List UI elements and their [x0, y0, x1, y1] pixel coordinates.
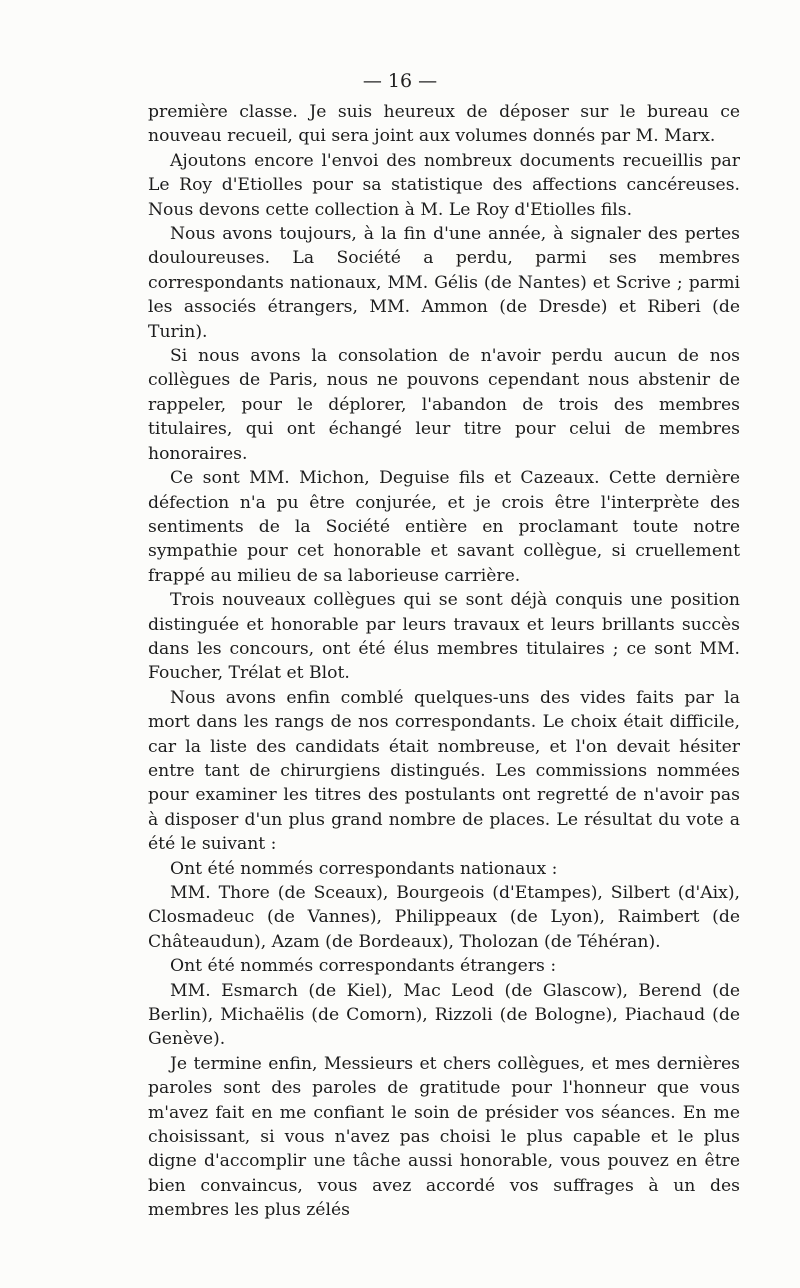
paragraph-12: Je termine enfin, Messieurs et chers collègues, et mes dernières paroles sont des paroles de gratitude pour l'honneur que vous m'avez fait en me confiant le soin de présider vos séances. En me choisissant, si vous n'avez pas choisi le plus capable et le plus digne d'accomplir une tâche aussi honorable, vous pouvez en être bien convaincus, vous avez accordé vos suffrages à un des membres les plus zélés	[148, 1053, 740, 1221]
paragraph-9: MM. Thore (de Sceaux), Bourgeois (d'Etampes), Silbert (d'Aix), Closmadeuc (de Vannes), Philippeaux (de Lyon), Raimbert (de Châteaudun), Azam (de Bordeaux), Tholozan (de Téhéran).	[148, 883, 740, 952]
body-text	[148, 100, 740, 1223]
paragraph-2: Ajoutons encore l'envoi des nombreux documents recueillis par Le Roy d'Etiolles pour sa statistique des affections cancéreuses. Nous devons cette collection à M. Le Roy d'Etiolles fils.	[148, 150, 740, 220]
paragraph-3: Nous avons toujours, à la fin d'une année, à signaler des pertes douloureuses. La Société a perdu, parmi ses membres correspondants nationaux, MM. Gélis (de Nantes) et Scrive ; parmi les associés étrangers, MM. Ammon (de Dresde) et Riberi (de Turin).	[148, 224, 740, 342]
paragraph-5: Ce sont MM. Michon, Deguise fils et Cazeaux. Cette dernière défection n'a pu être conjurée, et je crois être l'interprète des sentiments de la Société entière en proclamant toute notre sympathie pour cet honorable et savant collègue, si cruellement frappé au milieu de sa laborieuse carrière.	[148, 468, 740, 586]
paragraph-11: MM. Esmarch (de Kiel), Mac Leod (de Glascow), Berend (de Berlin), Michaëlis (de Comorn), Rizzoli (de Bologne), Piachaud (de Genève).	[148, 980, 740, 1050]
paragraph-7: Nous avons enfin comblé quelques-uns des vides faits par la mort dans les rangs de nos correspondants. Le choix était difficile, car la liste des candidats était nombreuse, et l'on devait hésiter entre tant de chirurgiens distingués. Les commissions nommées pour examiner les titres des postulants ont regretté de n'avoir pas à disposer d'un plus grand nombre de places. Le résultat du vote a été le suivant :	[148, 687, 740, 855]
paragraph-1: première classe. Je suis heureux de déposer sur le bureau ce nouveau recueil, qui sera joint aux volumes donnés par M. Marx.	[148, 102, 740, 147]
page-number: — 16 —	[362, 70, 438, 92]
paragraph-6: Trois nouveaux collègues qui se sont déjà conquis une position distinguée et honorable par leurs travaux et leurs brillants succès dans les concours, ont été élus membres titulaires ; ce sont MM. Foucher, Trélat et Blot.	[148, 590, 740, 684]
paragraph-8: Ont été nommés correspondants nationaux :	[170, 858, 558, 879]
paragraph-10: Ont été nommés correspondants étrangers :	[170, 956, 557, 977]
paragraph-4: Si nous avons la consolation de n'avoir perdu aucun de nos collègues de Paris, nous ne pouvons cependant nous abstenir de rappeler, pour le déplorer, l'abandon de trois des membres titulaires, qui ont échangé leur titre pour celui de membres honoraires.	[148, 346, 740, 464]
